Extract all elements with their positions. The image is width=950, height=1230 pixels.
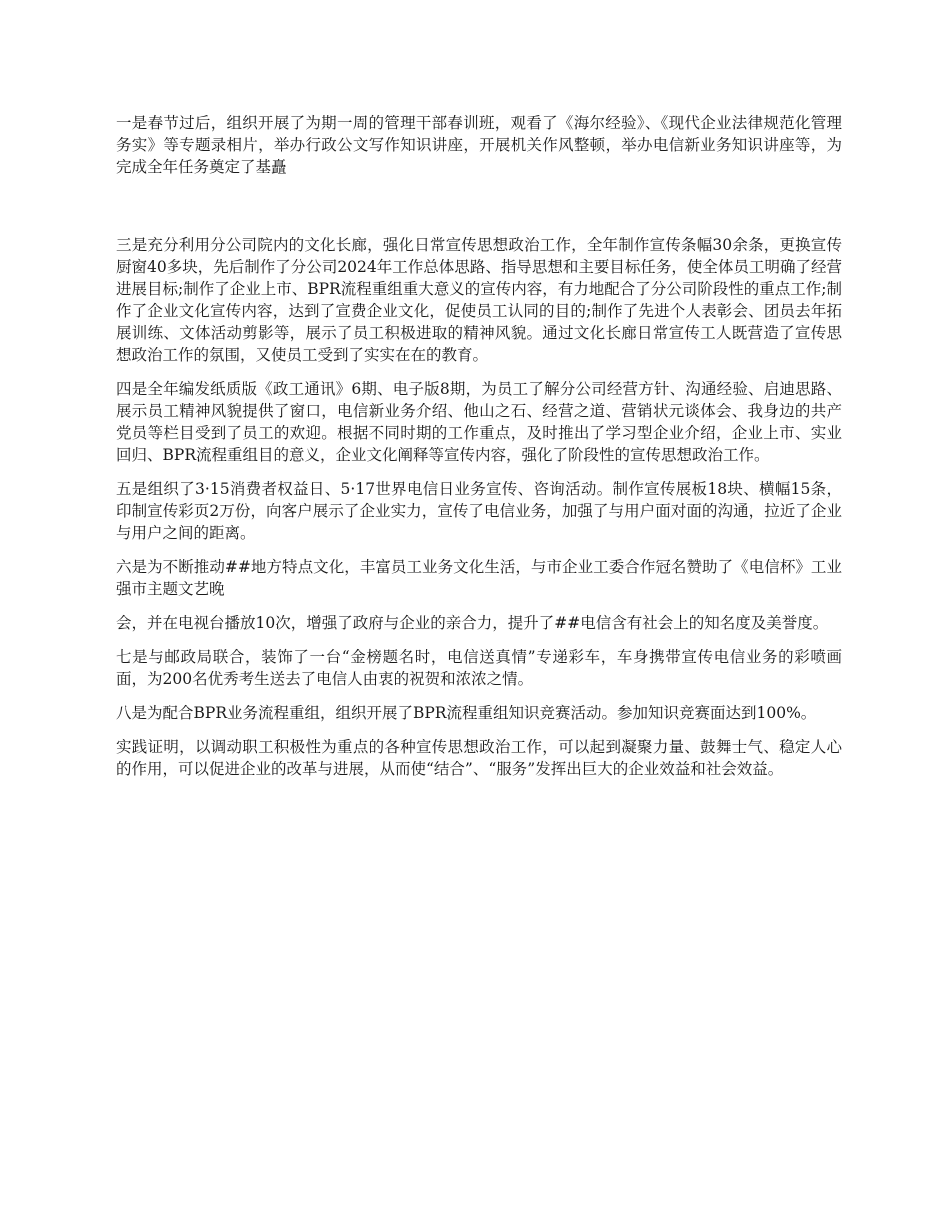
paragraph-5: 五是组织了3·15消费者权益日、5·17世界电信日业务宣传、咨询活动。制作宣传展板18块、横幅15条，印制宣传彩页2万份，向客户展示了企业实力，宣传了电信业务，加强了与用户面对面的沟通，拉近了企业与用户之间的距离。 [116, 480, 842, 542]
paragraph-4: 四是全年编发纸质版《政工通讯》6期、电子版8期，为员工了解分公司经营方针、沟通经验、启迪思路、展示员工精神风貌提供了窗口，电信新业务介绍、他山之石、经营之道、营销状元谈体会、我身边的共产党员等栏目受到了员工的欢迎。根据不同时期的工作重点，及时推出了学习型企业介绍，企业上市、实业回归、BPR流程重组目的意义，企业文化阐释等宣传内容，强化了阶段性的宣传思想政治工作。 [116, 380, 842, 464]
paragraph-1: 一是春节过后，组织开展了为期一周的管理干部春训班，观看了《海尔经验》、《现代企业法律规范化管理务实》等专题录相片，举办行政公文写作知识讲座，开展机关作风整顿，举办电信新业务知识讲座等，为完成全年任务奠定了基矗 [116, 114, 842, 176]
paragraph-8: 八是为配合BPR业务流程重组，组织开展了BPR流程重组知识竞赛活动。参加知识竞赛面达到100%。 [116, 704, 817, 722]
paragraph-6-continued: 会，并在电视台播放10次，增强了政府与企业的亲合力，提升了##电信含有社会上的知名度及美誉度。 [116, 614, 829, 632]
paragraph-6: 六是为不断推动##地方特点文化，丰富员工业务文化生活，与市企业工委合作冠名赞助了《电信杯》工业强市主题文艺晚 [116, 558, 842, 598]
paragraph-3: 三是充分利用分公司院内的文化长廊，强化日常宣传思想政治工作，全年制作宣传条幅30余条，更换宣传厨窗40多块，先后制作了分公司2024年工作总体思路、指导思想和主要目标任务，使全体员工明确了经营进展目标;制作了企业上市、BPR流程重组重大意义的宣传内容，有力地配合了分公司阶段性的重点工作;制作了企业文化宣传内容，达到了宣费企业文化，促使员工认同的目的;制作了先进个人表彰会、团员去年拓展训练、文体活动剪影等，展示了员工积极进取的精神风貌。通过文化长廊日常宣传工人既营造了宣传思想政治工作的氛围，又使员工受到了实实在在的教育。 [116, 236, 842, 364]
paragraph-conclusion: 实践证明，以调动职工积极性为重点的各种宣传思想政治工作，可以起到凝聚力量、鼓舞士气、稳定人心的作用，可以促进企业的改革与进展，从而使“结合”、“服务”发挥出巨大的企业效益和社会效益。 [116, 738, 842, 778]
document-body [116, 112, 842, 792]
paragraph-7: 七是与邮政局联合，装饰了一台“金榜题名时，电信送真情”专递彩车，车身携带宣传电信业务的彩喷画面，为200名优秀考生送去了电信人由衷的祝贺和浓浓之情。 [116, 648, 842, 688]
